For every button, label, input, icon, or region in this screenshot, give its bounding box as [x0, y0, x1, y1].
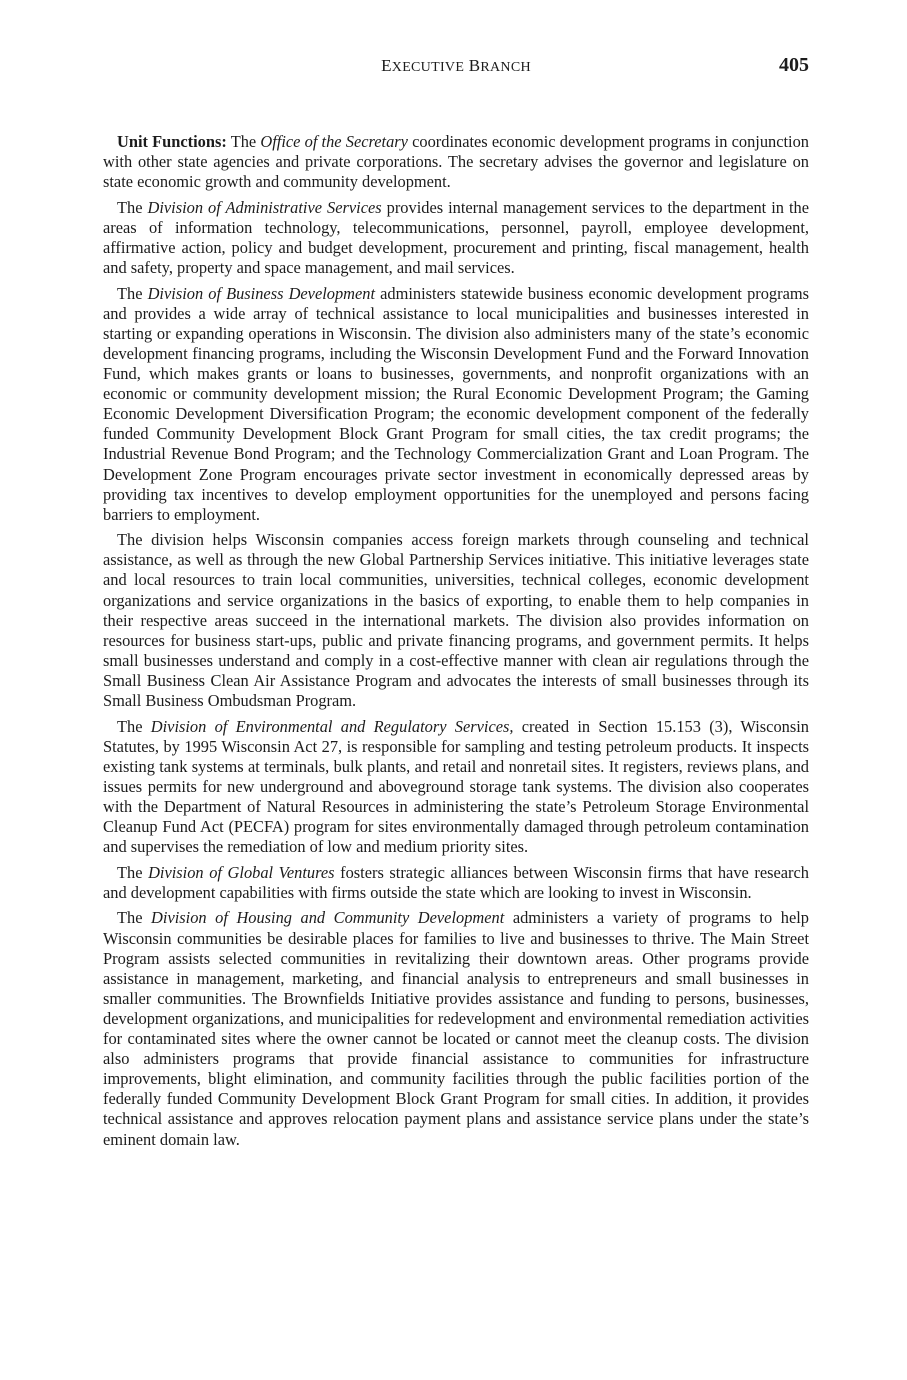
running-head-rest-1: XECUTIVE — [391, 60, 465, 75]
unit-name: Division of Business Development — [147, 283, 376, 303]
paragraph-text: fosters strategic alliances between Wisconsin firms that have research and development capabilities with firms outside the state which are looking to invest in Wisconsin. — [103, 862, 809, 902]
lead-label: Unit Functions: — [117, 132, 227, 151]
paragraph-text: The — [117, 283, 148, 303]
paragraph-text: provides internal management services to the department in the areas of information technology, telecommunications, personnel, payroll, employee development, affirmative action, policy and budget development, procurement and printing, fiscal management, health and safety, property and space management, and mail services. — [103, 197, 810, 278]
paragraph-administrative-services — [103, 198, 809, 278]
unit-name: Division of Environmental and Regulatory Services, — [150, 716, 514, 736]
paragraph-housing-community — [103, 908, 809, 1149]
paragraph-unit-functions — [103, 132, 809, 192]
paragraph-text: The — [117, 908, 152, 928]
paragraph-text: The — [117, 862, 149, 882]
paragraph-foreign-markets — [103, 530, 809, 711]
page-header — [103, 54, 809, 82]
unit-name: Office of the Secretary — [260, 132, 408, 151]
page-number: 405 — [779, 54, 809, 76]
paragraph-text: The — [226, 132, 261, 151]
paragraph-text: The — [117, 716, 151, 736]
running-head-initial-2: B — [468, 56, 481, 75]
paragraph-environmental-regulatory — [103, 717, 809, 858]
paragraph-text: The — [117, 197, 148, 217]
unit-name: Division of Administrative Services — [147, 197, 382, 217]
unit-name: Division of Housing and Community Development — [151, 908, 505, 928]
page-body — [103, 132, 809, 1155]
paragraph-text: administers a variety of programs to help Wisconsin communities be desirable places for families to live and businesses to thrive. The Main Street Program assists selected communities in revitalizing their downtown areas. Other programs provide assistance in management, marketing, and financial analysis to entrepreneurs and small businesses in smaller communities. The Brownfields Initiative provides assistance and funding to persons, businesses, development organizations, and municipalities for redevelopment and environmental remediation activities for contaminated sites where the owner cannot be located or cannot meet the cleanup costs. The division also administers programs that provide financial assistance to communities for infrastructure improvements, blight elimination, and community facilities through the public facilities portion of the federally funded Community Development Block Grant Program for small cities. In addition, it provides technical assistance and approves relocation payment plans and assistance service plans under the state’s eminent domain law. — [103, 908, 809, 1149]
running-head-initial-1: E — [381, 56, 392, 75]
paragraph-business-development — [103, 284, 809, 525]
paragraph-global-ventures — [103, 863, 809, 903]
paragraph-text: administers statewide business economic development programs and provides a wide array of technical assistance to local municipalities and businesses interested in starting or expanding operations in Wisconsin. The division also administers many of the state’s economic development financing programs, including the Wisconsin Development Fund and the Forward Innovation Fund, which makes grants or loans to businesses, governments, and nonprofit organizations with an economic or community development mission; the Rural Economic Development Program; the Gaming Economic Development Diversification Program; the economic development component of the federally funded Community Development Block Grant Program for small cities, the tax credit programs; the Industrial Revenue Bond Program; and the Technology Commercialization Grant and Loan Program. The Development Zone Program encourages private sector investment in economically depressed areas by providing tax incentives to develop employment opportunities for the unemployed and persons facing barriers to employment. — [103, 283, 809, 524]
running-head-rest-2: RANCH — [480, 60, 531, 75]
paragraph-text: coordinates economic development programs in conjunction with other state agencies and private corporations. The secretary advises the governor and legislature on state economic growth and community development. — [103, 132, 809, 192]
unit-name: Division of Global Ventures — [148, 862, 335, 882]
running-head — [103, 56, 809, 76]
paragraph-text: created in Section 15.153 (3), Wisconsin Statutes, by 1995 Wisconsin Act 27, is responsible for sampling and testing petroleum products. It inspects existing tank systems at terminals, bulk plants, and retail and nonretail sites. It registers, reviews plans, and issues permits for new underground and aboveground storage tank systems. The division also cooperates with the Department of Natural Resources in administering the state’s Petroleum Storage Environmental Cleanup Fund Act (PECFA) program for sites environmentally damaged through petroleum contamination and supervises the remediation of low and medium priority sites. — [103, 716, 809, 857]
paragraph-text: The division helps Wisconsin companies access foreign markets through counseling and technical assistance, as well as through the new Global Partnership Services initiative. This initiative leverages state and local resources to train local communities, universities, technical colleges, economic development organizations and service organizations in the basics of exporting, to enable them to help companies in their respective areas succeed in the international markets. The division also provides information on resources for business start-ups, public and private financing programs, and government permits. It helps small businesses understand and comply in a cost-effective manner with clean air regulations through the Small Business Clean Air Assistance Program and advocates the interests of small businesses through its Small Business Ombudsman Program. — [103, 530, 809, 711]
